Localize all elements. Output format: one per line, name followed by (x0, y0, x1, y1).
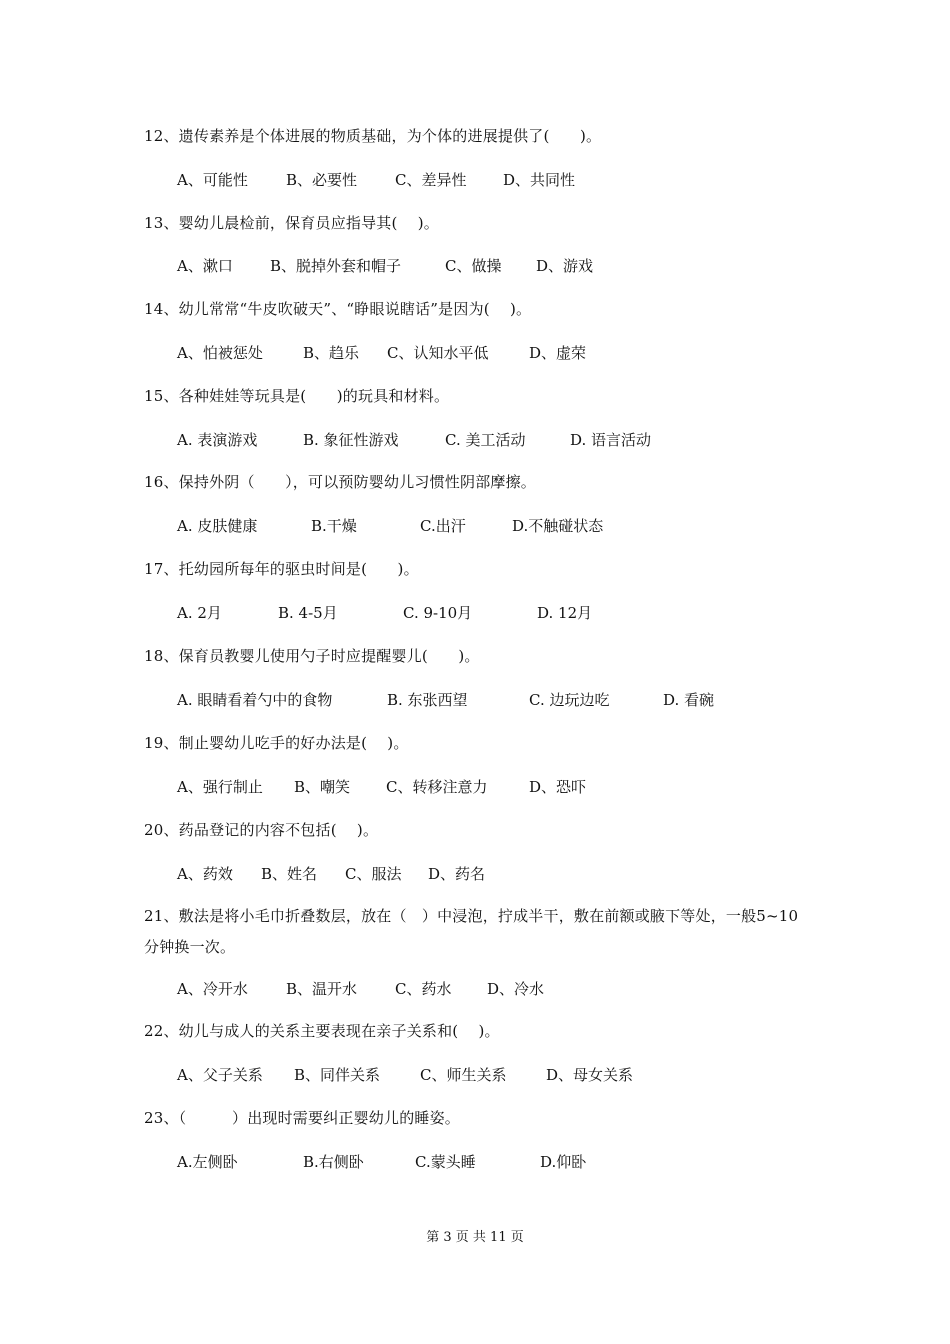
option-b: B、脱掉外套和帽子 (270, 257, 402, 275)
question-15: 15、各种娃娃等玩具是( )的玩具和材料。 (144, 387, 450, 405)
option-b: B、趋乐 (303, 344, 360, 362)
page-number: 第 3 页 共 11 页 (426, 1230, 524, 1245)
option-c: C、差异性 (395, 171, 467, 189)
option-d: D.仰卧 (540, 1153, 587, 1171)
option-d: D. 语言活动 (570, 431, 652, 449)
option-c: C. 9-10月 (403, 604, 473, 622)
option-a: A、药效 (177, 865, 233, 883)
option-d: D、药名 (428, 865, 486, 883)
option-c: C.出汗 (420, 517, 466, 535)
option-a: A、可能性 (177, 171, 248, 189)
question-12: 12、遗传素养是个体进展的物质基础，为个体的进展提供了( )。 (144, 127, 602, 145)
option-c: C、师生关系 (420, 1066, 507, 1084)
option-c: C、药水 (395, 980, 452, 998)
option-a: A、冷开水 (177, 980, 248, 998)
option-c: C、转移注意力 (386, 778, 488, 796)
option-d: D. 看碗 (663, 691, 715, 709)
option-c: C、做操 (445, 257, 502, 275)
option-d: D、冷水 (487, 980, 545, 998)
option-d: D. 12月 (537, 604, 593, 622)
option-b: B. 东张西望 (387, 691, 468, 709)
option-b: B. 象征性游戏 (303, 431, 399, 449)
option-a: A、漱口 (177, 257, 233, 275)
option-b: B、必要性 (286, 171, 358, 189)
question-20: 20、药品登记的内容不包括( )。 (144, 821, 379, 839)
option-a: A. 2月 (177, 604, 222, 622)
option-d: D、恐吓 (529, 778, 587, 796)
question-18: 18、保育员教婴儿使用勺子时应提醒婴儿( )。 (144, 647, 480, 665)
question-16: 16、保持外阴（ ），可以预防婴幼儿习惯性阴部摩擦。 (144, 473, 536, 491)
option-c: C.蒙头睡 (415, 1153, 476, 1171)
option-a: A.左侧卧 (177, 1153, 238, 1171)
question-14: 14、幼儿常常“牛皮吹破天”、“睁眼说瞎话”是因为( )。 (144, 300, 532, 318)
option-a: A、强行制止 (177, 778, 263, 796)
option-d: D.不触碰状态 (512, 517, 604, 535)
option-a: A. 表演游戏 (177, 431, 258, 449)
option-a: A、父子关系 (177, 1066, 263, 1084)
option-b: B、嘲笑 (294, 778, 351, 796)
option-a: A. 皮肤健康 (177, 517, 258, 535)
option-b: B、同伴关系 (294, 1066, 381, 1084)
question-13: 13、婴幼儿晨检前，保育员应指导其( )。 (144, 214, 439, 232)
option-d: D、母女关系 (546, 1066, 634, 1084)
option-a: A、怕被惩处 (177, 344, 263, 362)
question-23: 23、（ ）出现时需要纠正婴幼儿的睡姿。 (144, 1109, 460, 1127)
option-b: B.右侧卧 (303, 1153, 364, 1171)
option-b: B. 4-5月 (278, 604, 338, 622)
question-19: 19、制止婴幼儿吃手的好办法是( )。 (144, 734, 409, 752)
option-b: B、姓名 (261, 865, 318, 883)
option-a: A. 眼睛看着勺中的食物 (177, 691, 333, 709)
option-d: D、共同性 (503, 171, 576, 189)
option-b: B、温开水 (286, 980, 358, 998)
option-c: C. 美工活动 (445, 431, 526, 449)
option-c: C. 边玩边吃 (529, 691, 610, 709)
option-b: B.干燥 (311, 517, 357, 535)
question-17: 17、托幼园所每年的驱虫时间是( )。 (144, 560, 419, 578)
option-c: C、服法 (345, 865, 402, 883)
option-d: D、游戏 (536, 257, 594, 275)
option-d: D、虚荣 (529, 344, 587, 362)
question-22: 22、幼儿与成人的关系主要表现在亲子关系和( )。 (144, 1022, 500, 1040)
option-c: C、认知水平低 (387, 344, 489, 362)
question-21: 21、敷法是将小毛巾折叠数层，放在（ ）中浸泡，拧成半干，敷在前额或腋下等处，一般5~10分钟换一次。 (144, 907, 799, 956)
